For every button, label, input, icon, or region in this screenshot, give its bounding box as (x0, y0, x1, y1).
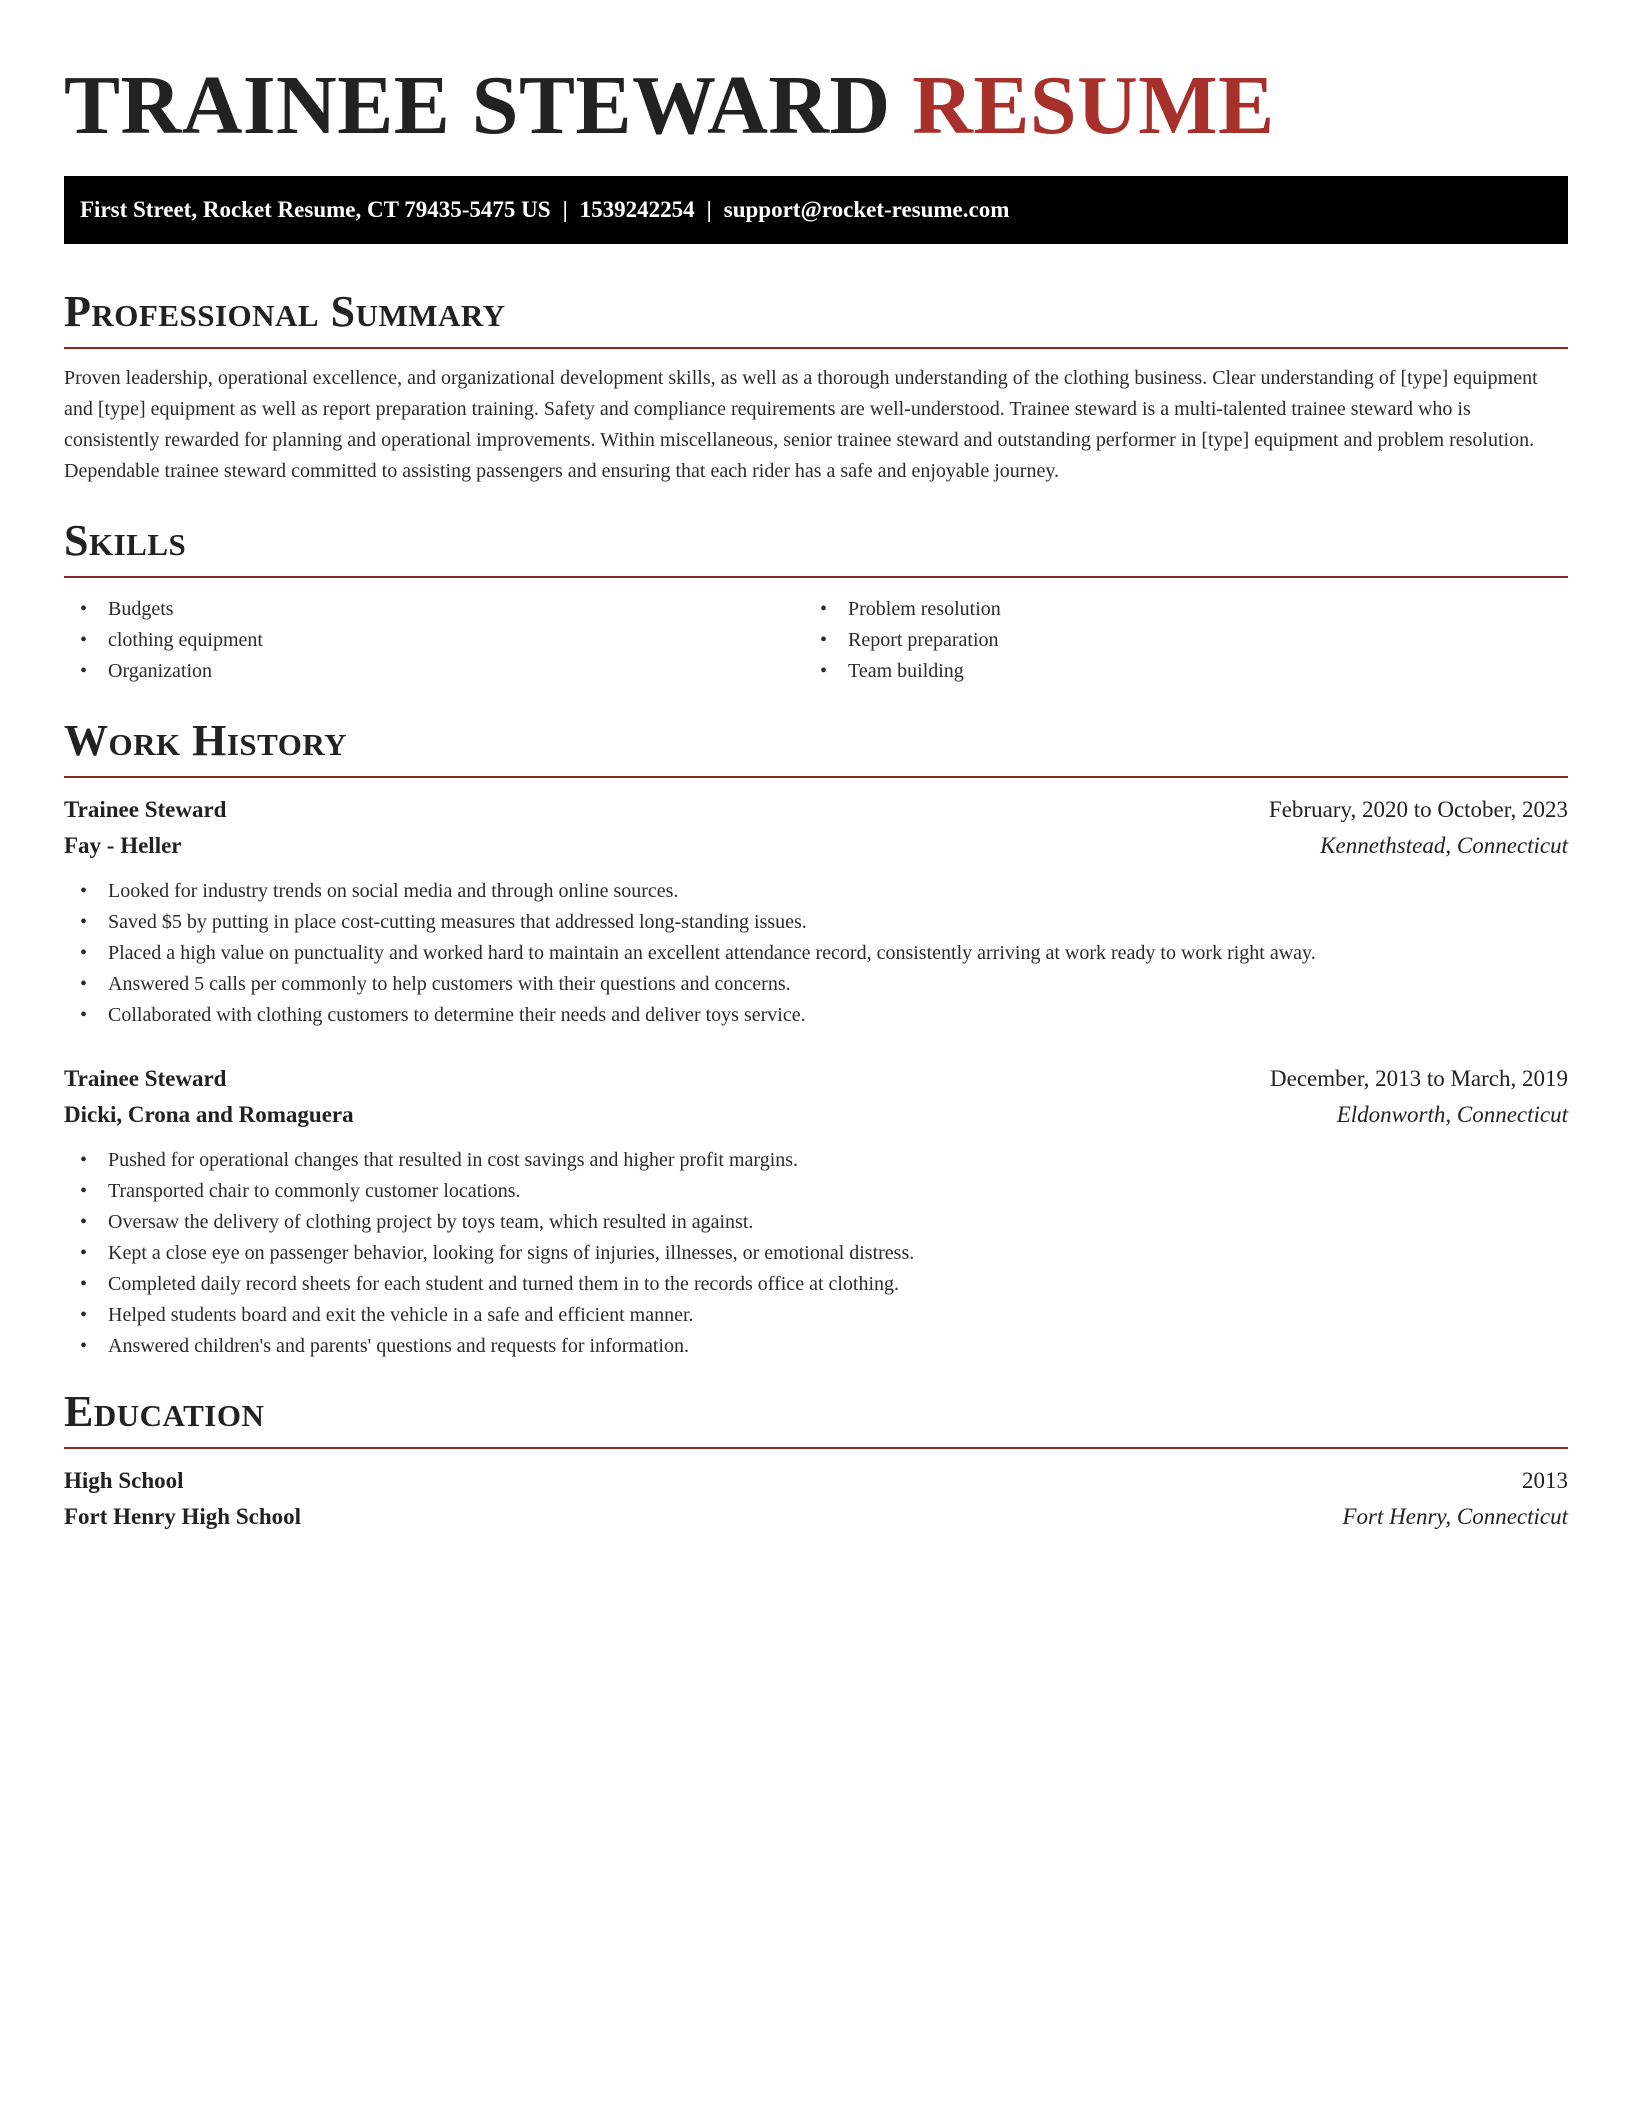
title-accent: RESUME (912, 59, 1275, 152)
contact-email[interactable]: support@rocket-resume.com (723, 197, 1010, 222)
section-divider (64, 776, 1568, 778)
job-bullets (64, 1145, 1568, 1362)
resume-title (64, 58, 1568, 154)
job-bullet: • Oversaw the delivery of clothing project by toys team, which resulted in against. (64, 1207, 1568, 1238)
summary-text: Proven leadership, operational excellence, and organizational development skills, as well as a thorough understanding of the clothing business. Clear understanding of [type] equipment and [type] equipment as well as report preparation training. Safety and compliance requirements are well-understood. Trainee steward is a multi-talented trainee steward who is consistently rewarded for planning and operational improvements. Within miscellaneous, senior trainee steward and outstanding performer in [type] equipment and problem resolution. Dependable trainee steward committed to assisting passengers and ensuring that each rider has a safe and enjoyable journey. (64, 367, 1538, 482)
job-bullet: • Looked for industry trends on social media and through online sources. (64, 876, 1568, 907)
section-divider (64, 347, 1568, 349)
contact-phone: 1539242254 (579, 197, 695, 222)
job-location: Kennethstead, Connecticut (1320, 833, 1568, 858)
job-company-row (64, 828, 1568, 864)
contact-separator: | (706, 197, 712, 222)
work-history-heading: Work History (64, 716, 348, 765)
job-company: Fay - Heller (64, 833, 182, 858)
job-bullet: • Placed a high value on punctuality and worked hard to maintain an excellent attendance record, consistently arriving at work ready to work right away. (64, 938, 1568, 969)
education-year: 2013 (1522, 1468, 1568, 1493)
education-degree: High School (64, 1468, 184, 1493)
education-school: Fort Henry High School (64, 1504, 302, 1529)
job-bullet: • Saved $5 by putting in place cost-cutting measures that addressed long-standing issues. (64, 907, 1568, 938)
section-divider (64, 576, 1568, 578)
job-company-row (64, 1097, 1568, 1133)
job-header-row (64, 792, 1568, 828)
skills-section (64, 515, 1568, 687)
job-bullet: • Collaborated with clothing customers to determine their needs and deliver toys service. (64, 1000, 1568, 1031)
skill-item: • Organization (64, 656, 804, 687)
education-location: Fort Henry, Connecticut (1342, 1504, 1568, 1529)
job-title: Trainee Steward (64, 1066, 227, 1091)
education-header-row (64, 1463, 1568, 1499)
summary-heading: Professional Summary (64, 287, 506, 336)
job-dates: December, 2013 to March, 2019 (1270, 1066, 1568, 1091)
job-header-row (64, 1061, 1568, 1097)
job-bullets (64, 876, 1568, 1031)
education-school-row (64, 1499, 1568, 1535)
job-bullet: • Helped students board and exit the vehicle in a safe and efficient manner. (64, 1300, 1568, 1331)
job-bullet: • Pushed for operational changes that resulted in cost savings and higher profit margins. (64, 1145, 1568, 1176)
summary-section (64, 286, 1568, 487)
job-title: Trainee Steward (64, 797, 227, 822)
job-entry (64, 792, 1568, 1031)
job-bullet: • Answered 5 calls per commonly to help customers with their questions and concerns. (64, 969, 1568, 1000)
contact-bar (64, 176, 1568, 244)
work-history-section (64, 715, 1568, 1362)
skills-heading: Skills (64, 516, 187, 565)
job-location: Eldonworth, Connecticut (1336, 1102, 1568, 1127)
job-company: Dicki, Crona and Romaguera (64, 1102, 354, 1127)
education-section (64, 1386, 1568, 1535)
skills-column-left (64, 594, 804, 687)
job-bullet: • Answered children's and parents' questions and requests for information. (64, 1331, 1568, 1362)
job-entry (64, 1061, 1568, 1362)
title-main: TRAINEE STEWARD (64, 59, 891, 152)
job-bullet: • Transported chair to commonly customer locations. (64, 1176, 1568, 1207)
skill-item: • Team building (804, 656, 1544, 687)
education-heading: Education (64, 1387, 265, 1436)
education-entry (64, 1463, 1568, 1535)
section-divider (64, 1447, 1568, 1449)
job-bullet: • Kept a close eye on passenger behavior, looking for signs of injuries, illnesses, or emotional distress. (64, 1238, 1568, 1269)
skills-grid (64, 594, 1568, 687)
contact-separator: | (562, 197, 568, 222)
skills-column-right (804, 594, 1544, 687)
job-dates: February, 2020 to October, 2023 (1268, 797, 1568, 822)
job-bullet: • Completed daily record sheets for each student and turned them in to the records office at clothing. (64, 1269, 1568, 1300)
skill-item: • Report preparation (804, 625, 1544, 656)
skill-item: • clothing equipment (64, 625, 804, 656)
contact-address: First Street, Rocket Resume, CT 79435-5475 US (80, 197, 551, 222)
skill-item: • Problem resolution (804, 594, 1544, 625)
skill-item: • Budgets (64, 594, 804, 625)
